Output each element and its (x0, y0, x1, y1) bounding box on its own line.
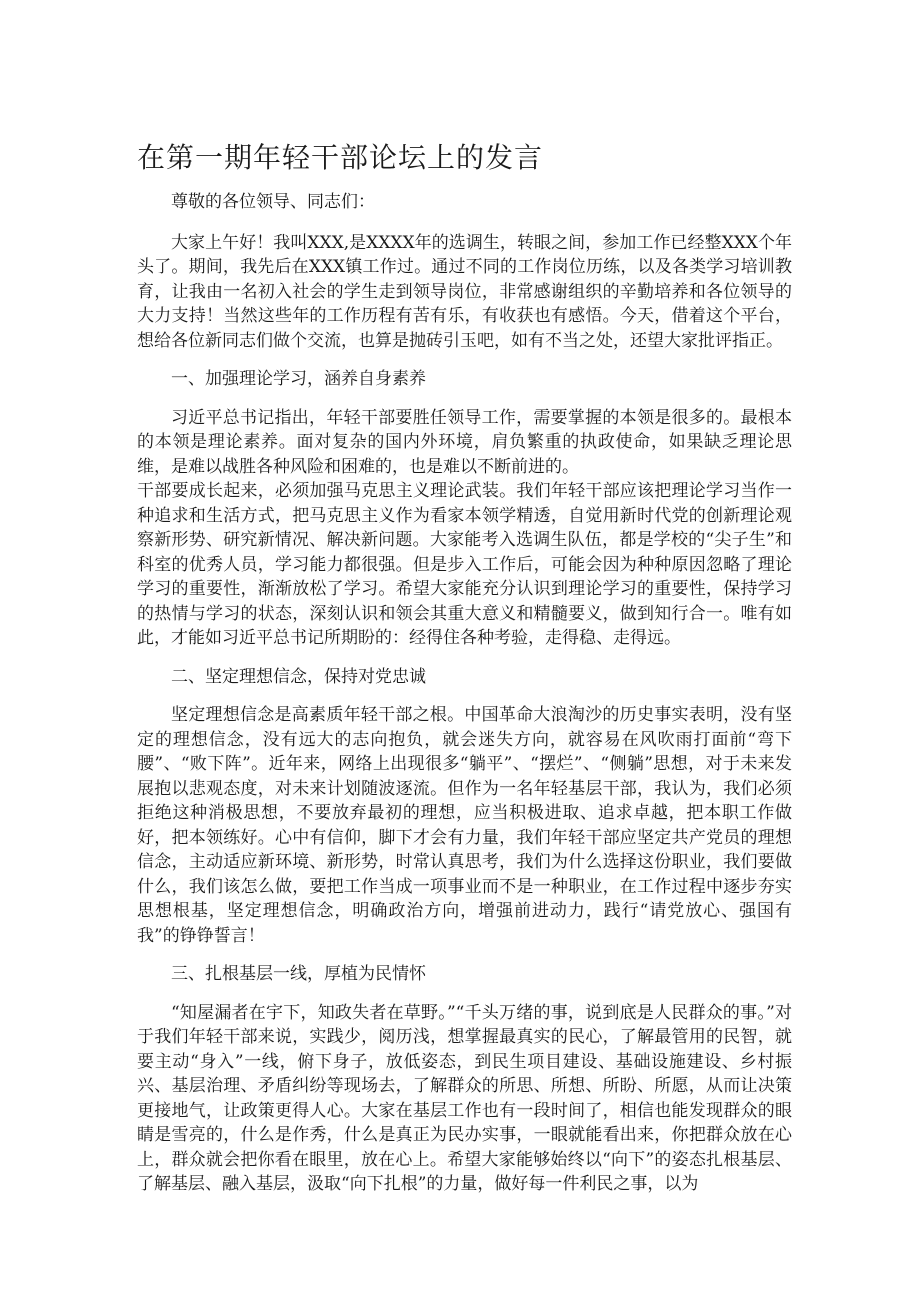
intro-paragraph: 大家上午好！我叫XXX,是XXXX年的选调生，转眼之间，参加工作已经整XXX个年头了。期间，我先后在XXX镇工作过。通过不同的工作岗位历练，以及各类学习培训教育，让我由一名初入社会的学生走到领导岗位，非常感谢组织的辛勤培养和各位领导的大力支持！当然这些年的工作历程有苦有乐，有收获也有感悟。今天，借着这个平台，想给各位新同志们做个交流，也算是抛砖引玉吧，如有不当之处，还望大家批评指正。 (137, 232, 792, 351)
section-1-paragraph-1: 习近平总书记指出，年轻干部要胜任领导工作，需要掌握的本领是很多的。最根本的本领是理论素养。面对复杂的国内外环境，肩负繁重的执政使命，如果缺乏理论思维，是难以战胜各种风险和困难的，也是难以不断前进的。 (137, 407, 792, 477)
greeting: 尊敬的各位领导、同志们： (171, 192, 375, 212)
section-2-heading: 二、坚定理想信念，保持对党忠诚 (171, 666, 426, 687)
document-title: 在第一期年轻干部论坛上的发言 (137, 141, 544, 174)
section-1-paragraph-2: 干部要成长起来，必须加强马克思主义理论武装。我们年轻干部应该把理论学习当作一种追求和生活方式，把马克思主义作为看家本领学精透，自觉用新时代党的创新理论观察新形势、研究新情况、解决新问题。大家能考入选调生队伍，都是学校的“尖子生”和科室的优秀人员，学习能力都很强。但是步入工作后，可能会因为种种原因忽略了理论学习的重要性，渐渐放松了学习。希望大家能充分认识到理论学习的重要性，保持学习的热情与学习的状态，深刻认识和领会其重大意义和精髓要义，做到知行合一。唯有如此，才能如习近平总书记所期盼的：经得住各种考验，走得稳、走得远。 (137, 481, 792, 648)
document-body (137, 190, 792, 1211)
section-3-paragraph-1: “知屋漏者在宇下，知政失者在草野。”“千头万绪的事，说到底是人民群众的事。”对于我们年轻干部来说，实践少，阅历浅，想掌握最真实的民心，了解最管用的民智，就要主动“身入”一线，俯下身子，放低姿态，到民生项目建设、基础设施建设、乡村振兴、基层治理、矛盾纠纷等现场去，了解群众的所思、所想、所盼、所愿，从而让决策更接地气，让政策更得人心。大家在基层工作也有一段时间了，相信也能发现群众的眼睛是雪亮的，什么是作秀，什么是真正为民办实事，一眼就能看出来，你把群众放在心上，群众就会把你看在眼里，放在心上。希望大家能够始终以“向下”的姿态扎根基层、了解基层、融入基层，汲取“向下扎根”的力量，做好每一件利民之事，以为 (137, 1002, 792, 1194)
section-1-heading: 一、加强理论学习，涵养自身素养 (171, 369, 426, 389)
section-2-paragraph-1: 坚定理想信念是高素质年轻干部之根。中国革命大浪淘沙的历史事实表明，没有坚定的理想信念，没有远大的志向抱负，就会迷失方向，就容易在风吹雨打面前“弯下腰”、“败下阵”。近年来，网络上出现很多“躺平”、“摆烂”、“侧躺”思想，对于未来发展抱以悲观态度，对未来计划随波逐流。但作为一名年轻基层干部，我认为，我们必须拒绝这种消极思想，不要放弃最初的理想，应当积极进取、追求卓越，把本职工作做好，把本领练好。心中有信仰，脚下才会有力量，我们年轻干部应坚定共产党员的理想信念，主动适应新环境、新形势，时常认真思考，我们为什么选择这份职业，我们要做什么，我们该怎么做，要把工作当成一项事业而不是一种职业，在工作过程中逐步夯实思想根基，坚定理想信念，明确政治方向，增强前进动力，践行“请党放心、强国有我”的铮铮誓言！ (137, 705, 792, 946)
section-3-heading: 三、扎根基层一线，厚植为民情怀 (171, 964, 426, 984)
